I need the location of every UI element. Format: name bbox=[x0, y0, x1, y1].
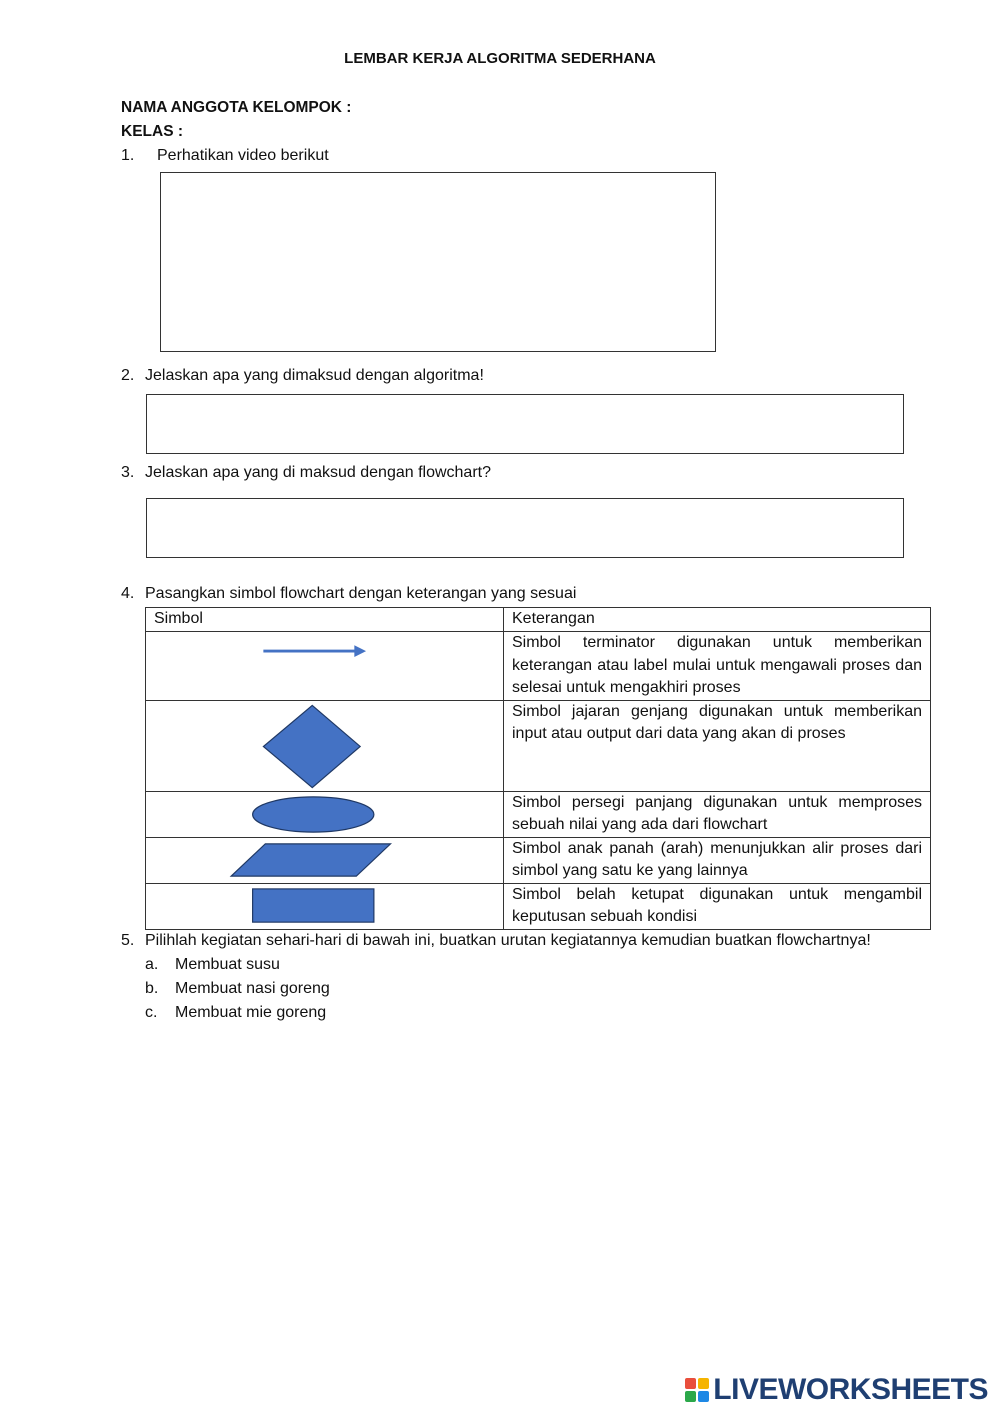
kelas-label: KELAS : bbox=[121, 123, 183, 140]
diamond-icon bbox=[146, 701, 503, 791]
answer-box-algoritma[interactable] bbox=[146, 394, 904, 454]
q2-text: Jelaskan apa yang dimaksud dengan algoritma! bbox=[145, 367, 484, 384]
table-row bbox=[146, 883, 931, 929]
activity-letter-b: b. bbox=[145, 980, 159, 997]
activity-item-c: Membuat mie goreng bbox=[175, 1004, 327, 1021]
q4-number: 4. bbox=[121, 585, 135, 602]
q5-number: 5. bbox=[121, 932, 135, 949]
table-row bbox=[146, 791, 931, 837]
logo-squares-icon bbox=[685, 1378, 709, 1402]
symbol-cell[interactable] bbox=[146, 837, 504, 883]
q1-text: Perhatikan video berikut bbox=[157, 147, 329, 164]
desc-cell[interactable]: Simbol terminator digunakan untuk memberikan keterangan atau label mulai untuk mengawali proses dan selesai untuk mengakhiri proses bbox=[504, 632, 931, 701]
nama-label: NAMA ANGGOTA KELOMPOK : bbox=[121, 99, 352, 116]
rectangle-icon bbox=[146, 884, 503, 929]
table-row bbox=[146, 632, 931, 701]
desc-cell[interactable]: Simbol jajaran genjang digunakan untuk memberikan input atau output dari data yang akan di proses bbox=[504, 700, 931, 791]
activity-letter-c: c. bbox=[145, 1004, 158, 1021]
table-header-row bbox=[146, 608, 931, 632]
video-box[interactable] bbox=[160, 172, 716, 352]
q1-number: 1. bbox=[121, 147, 135, 164]
parallelogram-icon bbox=[146, 838, 503, 883]
header-simbol: Simbol bbox=[146, 608, 504, 632]
activity-item-b: Membuat nasi goreng bbox=[175, 980, 330, 997]
ellipse-icon bbox=[146, 792, 503, 837]
header-keterangan: Keterangan bbox=[504, 608, 931, 632]
answer-box-flowchart[interactable] bbox=[146, 498, 904, 558]
q3-text: Jelaskan apa yang di maksud dengan flowchart? bbox=[145, 464, 491, 481]
q4-text: Pasangkan simbol flowchart dengan keterangan yang sesuai bbox=[145, 585, 577, 602]
q5-text: Pilihlah kegiatan sehari-hari di bawah ini, buatkan urutan kegiatannya kemudian buatkan flowchartnya! bbox=[145, 932, 871, 949]
activity-letter-a: a. bbox=[145, 956, 159, 973]
table-row bbox=[146, 700, 931, 791]
table-row bbox=[146, 837, 931, 883]
liveworksheets-logo bbox=[685, 1373, 988, 1407]
q3-number: 3. bbox=[121, 464, 135, 481]
symbol-cell[interactable] bbox=[146, 791, 504, 837]
logo-text: LIVEWORKSHEETS bbox=[713, 1373, 988, 1406]
desc-cell[interactable]: Simbol belah ketupat digunakan untuk mengambil keputusan sebuah kondisi bbox=[504, 883, 931, 929]
page-title: LEMBAR KERJA ALGORITMA SEDERHANA bbox=[344, 50, 656, 67]
symbol-cell[interactable] bbox=[146, 632, 504, 701]
activity-item-a: Membuat susu bbox=[175, 956, 280, 973]
symbol-cell[interactable] bbox=[146, 883, 504, 929]
desc-cell[interactable]: Simbol persegi panjang digunakan untuk memproses sebuah nilai yang ada dari flowchart bbox=[504, 791, 931, 837]
symbol-table bbox=[145, 607, 931, 930]
arrow-icon bbox=[146, 632, 503, 700]
q2-number: 2. bbox=[121, 367, 135, 384]
desc-cell[interactable]: Simbol anak panah (arah) menunjukkan alir proses dari simbol yang satu ke yang lainnya bbox=[504, 837, 931, 883]
symbol-cell[interactable] bbox=[146, 700, 504, 791]
